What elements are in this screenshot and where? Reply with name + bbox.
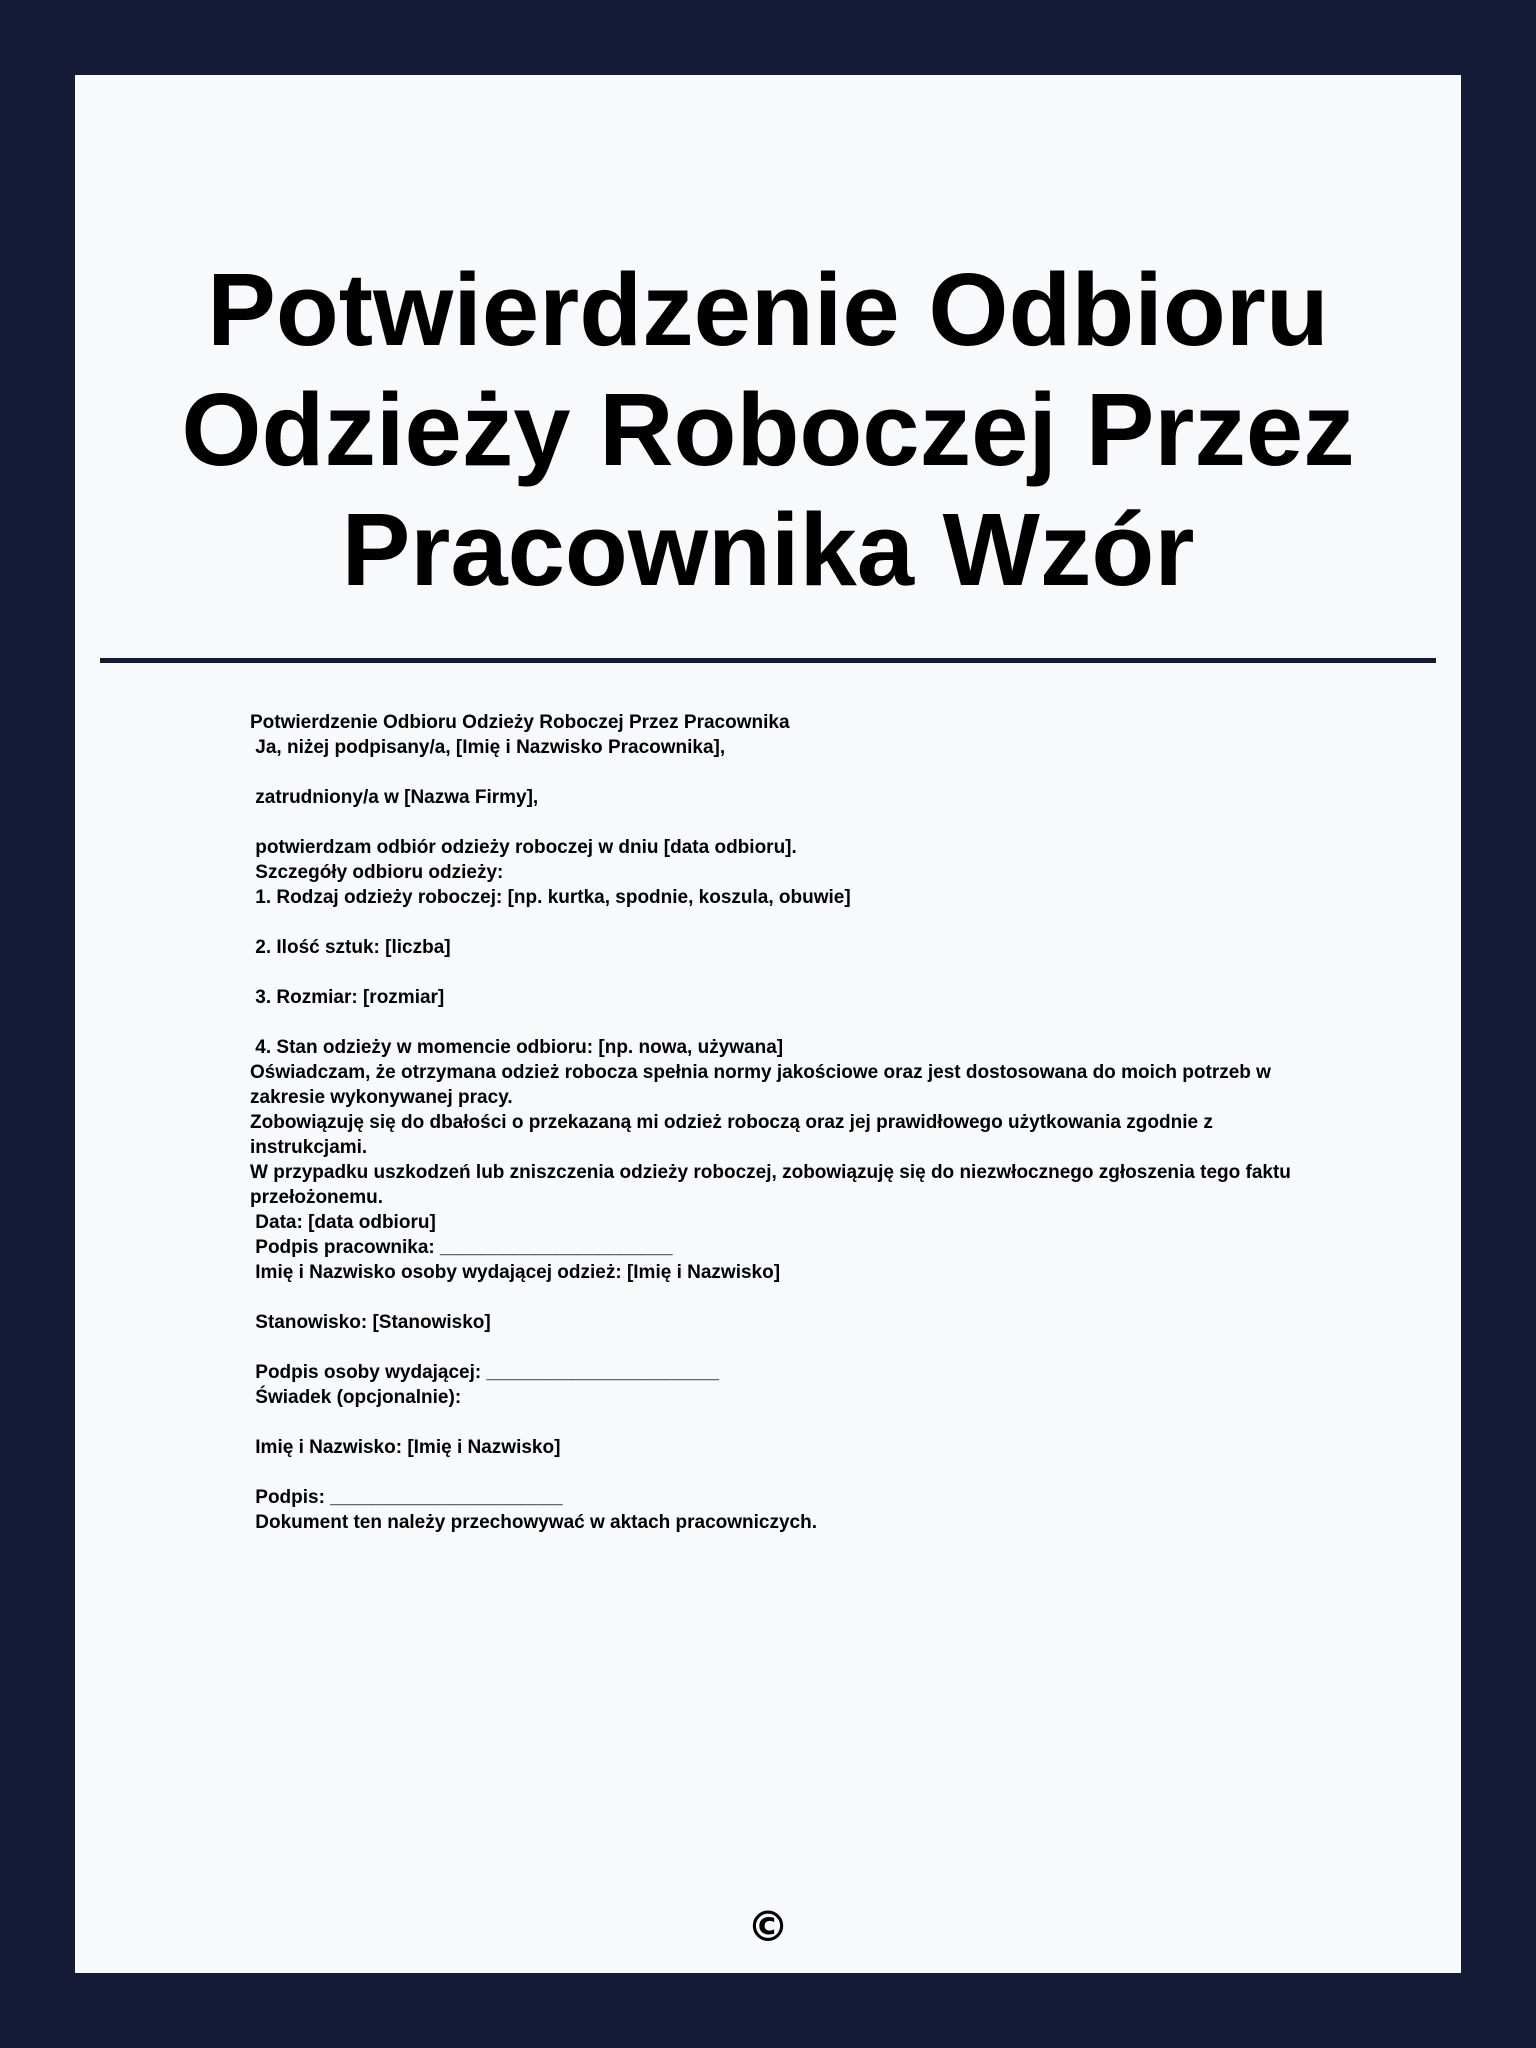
- storage-note-line: Dokument ten należy przechowywać w aktach pracowniczych.: [250, 1512, 818, 1533]
- issuer-name-line: Imię i Nazwisko osoby wydającej odzież: [Imię i Nazwisko]: [250, 1262, 781, 1283]
- blank-line: [250, 1285, 1300, 1310]
- document-heading: Potwierdzenie Odbioru Odzieży Roboczej Przez Pracownika: [250, 712, 790, 733]
- title-line: Potwierdzenie Odbioru: [207, 252, 1329, 367]
- document-body: [250, 710, 1300, 1535]
- details-heading: Szczegóły odbioru odzieży:: [250, 862, 504, 883]
- title-divider: [100, 658, 1436, 663]
- employee-signature-line: Podpis pracownika: ______________________: [250, 1237, 673, 1258]
- witness-signature-line: Podpis: ______________________: [250, 1487, 563, 1508]
- title-line: Odzieży Roboczej Przez: [181, 372, 1355, 487]
- receipt-date-line: potwierdzam odbiór odzieży roboczej w dniu [data odbioru].: [250, 837, 797, 858]
- blank-line: [250, 910, 1300, 935]
- clothing-type-line: 1. Rodzaj odzieży roboczej: [np. kurtka, spodnie, koszula, obuwie]: [250, 887, 851, 908]
- employee-name-line: Ja, niżej podpisany/a, [Imię i Nazwisko Pracownika],: [250, 737, 726, 758]
- blank-line: [250, 960, 1300, 985]
- blank-line: [250, 810, 1300, 835]
- position-line: Stanowisko: [Stanowisko]: [250, 1312, 491, 1333]
- damage-paragraph: W przypadku uszkodzeń lub zniszczenia odzieży roboczej, zobowiązuję się do niezwłocznego zgłoszenia tego faktu przełożonemu.: [250, 1162, 1291, 1208]
- blank-line: [250, 1460, 1300, 1485]
- size-line: 3. Rozmiar: [rozmiar]: [250, 987, 445, 1008]
- blank-line: [250, 1335, 1300, 1360]
- obligation-paragraph: Zobowiązuję się do dbałości o przekazaną mi odzież roboczą oraz jej prawidłowego użytkowania zgodnie z instrukcjami.: [250, 1112, 1213, 1158]
- condition-line: 4. Stan odzieży w momencie odbioru: [np. nowa, używana]: [250, 1037, 784, 1058]
- page-title: [75, 250, 1461, 610]
- declaration-paragraph: Oświadczam, że otrzymana odzież robocza spełnia normy jakościowe oraz jest dostosowana do moich potrzeb w zakresie wykonywanej pracy.: [250, 1062, 1271, 1108]
- copyright-symbol: ©: [747, 1902, 789, 1951]
- blank-line: [250, 760, 1300, 785]
- quantity-line: 2. Ilość sztuk: [liczba]: [250, 937, 451, 958]
- company-line: zatrudniony/a w [Nazwa Firmy],: [250, 787, 539, 808]
- date-line: Data: [data odbioru]: [250, 1212, 436, 1233]
- witness-heading: Świadek (opcjonalnie):: [250, 1387, 462, 1408]
- blank-line: [250, 1010, 1300, 1035]
- title-line: Pracownika Wzór: [341, 492, 1195, 607]
- document-page: [75, 75, 1461, 1973]
- blank-line: [250, 1410, 1300, 1435]
- issuer-signature-line: Podpis osoby wydającej: ______________________: [250, 1362, 719, 1383]
- witness-name-line: Imię i Nazwisko: [Imię i Nazwisko]: [250, 1437, 561, 1458]
